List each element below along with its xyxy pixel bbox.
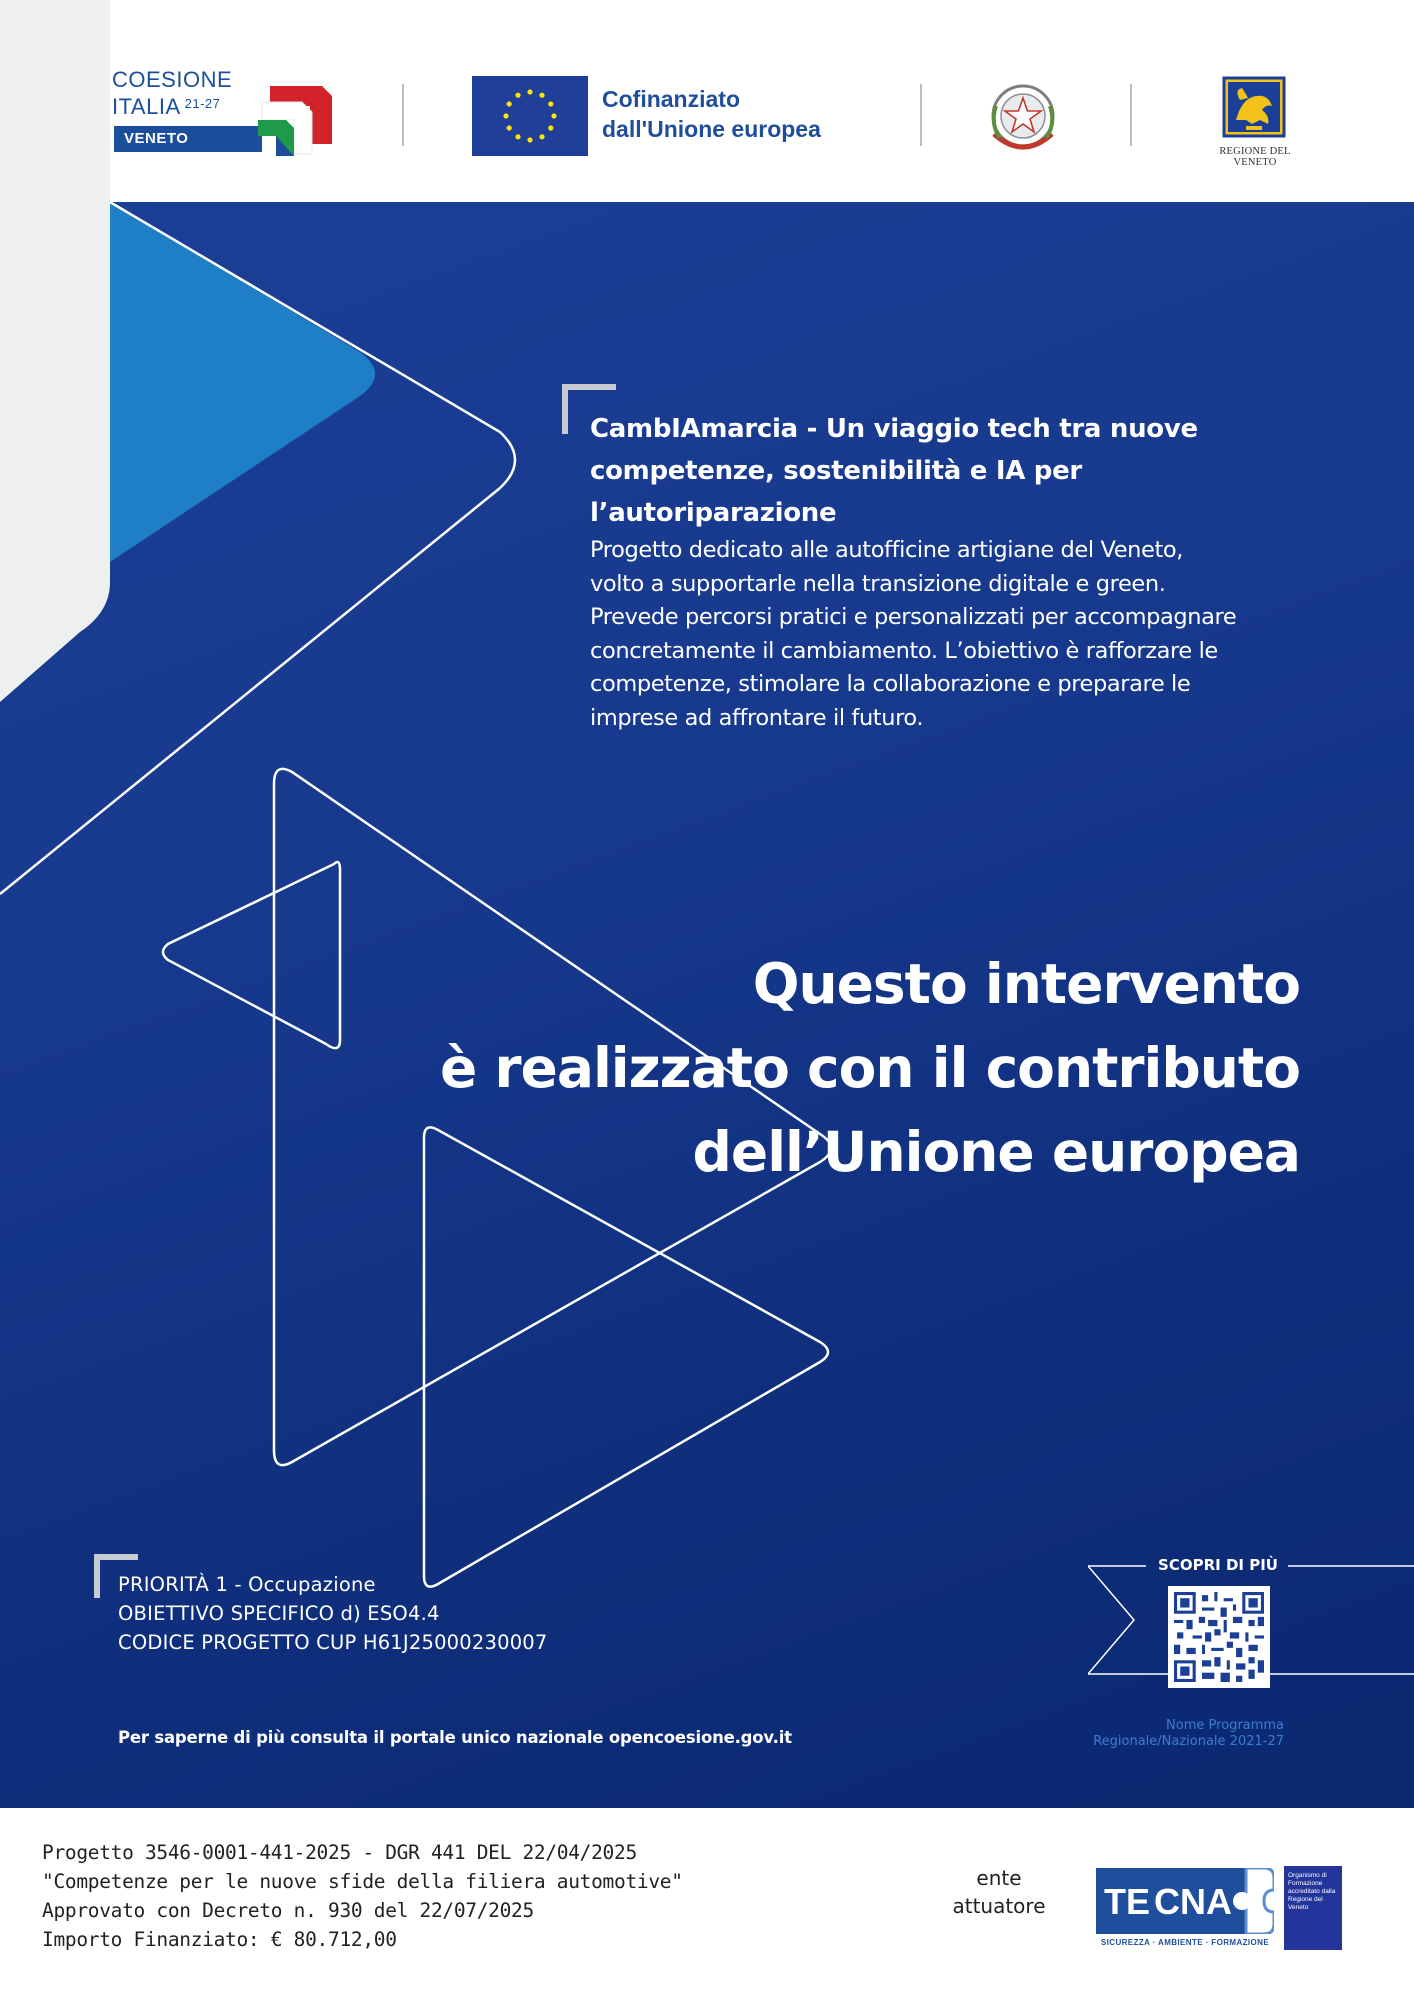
headline-line: Questo intervento	[752, 952, 1300, 1016]
footer	[0, 1808, 1414, 2000]
headline-line: dell’Unione europea	[692, 1120, 1300, 1184]
eu-logo-line1: Cofinanziato	[602, 86, 740, 112]
funded-amount-line: Importo Finanziato: € 80.712,00	[42, 1928, 397, 1951]
coesione-arrow-mark-icon	[250, 76, 340, 160]
discover-more-box	[1088, 1540, 1414, 1760]
priority-info	[118, 1570, 718, 1657]
header-divider	[1130, 84, 1132, 146]
cup-code-line: CODICE PROGETTO CUP H61J25000230007	[118, 1631, 548, 1654]
eu-logo-line2: dall'Unione europea	[602, 116, 821, 142]
tecna-tagline: SICUREZZA · AMBIENTE · FORMAZIONE	[1100, 1938, 1270, 1947]
qr-code-icon	[1174, 1592, 1264, 1682]
ente-line1: ente	[976, 1866, 1022, 1890]
program-name-line1: Nome Programma	[1166, 1718, 1284, 1733]
eu-contribution-headline	[300, 942, 1300, 1194]
project-title-line: CambIAmarcia - Un viaggio tech tra nuove	[590, 414, 1198, 444]
approval-decree-line: Approvato con Decreto n. 930 del 22/07/2025	[42, 1899, 534, 1922]
regione-veneto-logo	[1200, 76, 1310, 168]
lion-of-saint-mark-icon	[1222, 76, 1286, 138]
priority-line: PRIORITÀ 1 - Occupazione	[118, 1573, 376, 1596]
opencoesione-info-text: Per saperne di più consulta il portale unico nazionale opencoesione.gov.it	[118, 1728, 792, 1747]
tecna-name-part1: TE	[1104, 1881, 1151, 1922]
project-title	[590, 408, 1330, 534]
project-title-line: competenze, sostenibilità e IA per	[590, 456, 1082, 486]
project-title-line: l’autoriparazione	[590, 498, 837, 528]
header-divider	[920, 84, 922, 146]
project-info	[590, 408, 1330, 735]
project-approval-info	[42, 1838, 683, 1954]
left-decor-strip-top	[0, 0, 110, 202]
coesione-logo-line1: COESIONE	[112, 67, 233, 92]
regione-veneto-caption: REGIONE DEL VENETO	[1219, 146, 1291, 168]
implementing-body-label	[930, 1864, 1068, 1920]
headline-line: è realizzato con il contributo	[439, 1036, 1300, 1100]
qr-code[interactable]	[1168, 1586, 1270, 1688]
tecna-name-part3: NA	[1180, 1881, 1232, 1922]
program-name	[1088, 1718, 1284, 1750]
italian-republic-emblem-icon	[986, 76, 1060, 160]
eu-cofinanced-logo	[472, 76, 872, 156]
specific-objective-line: OBIETTIVO SPECIFICO d) ESO4.4	[118, 1602, 440, 1625]
project-description-line: Progetto dedicato alle autofficine artigiane del Veneto,	[590, 537, 1183, 563]
accreditation-text: Organismo di Formazione accreditato dalla Regione del Veneto	[1288, 1872, 1336, 1911]
eu-logo-text	[602, 84, 821, 144]
project-description	[590, 534, 1330, 735]
project-name-line: "Competenze per le nuove sfide della filiera automotive"	[42, 1870, 683, 1893]
project-description-line: Prevede percorsi pratici e personalizzati per accompagnare	[590, 604, 1237, 630]
tecna-logo	[1096, 1868, 1276, 1952]
project-description-line: competenze, stimolare la collaborazione e preparare le	[590, 671, 1191, 697]
main-blue-panel	[0, 202, 1414, 1808]
coesione-italia-logo	[112, 68, 332, 164]
project-description-line: concretamente il cambiamento. L’obiettivo è rafforzare le	[590, 637, 1218, 664]
program-name-line2: Regionale/Nazionale 2021-27	[1093, 1734, 1284, 1749]
coesione-logo-italia: ITALIA	[112, 94, 181, 119]
coesione-logo-years: 21-27	[184, 96, 221, 111]
tecna-name-part2: C	[1154, 1881, 1180, 1922]
project-code-line: Progetto 3546-0001-441-2025 - DGR 441 DEL 22/04/2025	[42, 1841, 637, 1864]
project-description-line: imprese ad affrontare il futuro.	[590, 704, 924, 731]
header-logos-bar	[0, 0, 1414, 202]
tecna-puzzle-icon	[1096, 1868, 1274, 1934]
ente-line2: attuatore	[952, 1894, 1046, 1918]
eu-flag-icon	[472, 76, 588, 156]
discover-more-label: SCOPRI DI PIÙ	[1158, 1556, 1278, 1574]
header-divider	[402, 84, 404, 146]
coesione-logo-region: VENETO	[114, 126, 262, 152]
veneto-accreditation-badge	[1284, 1866, 1342, 1950]
project-description-line: volto a supportarle nella transizione digitale e green.	[590, 570, 1166, 597]
